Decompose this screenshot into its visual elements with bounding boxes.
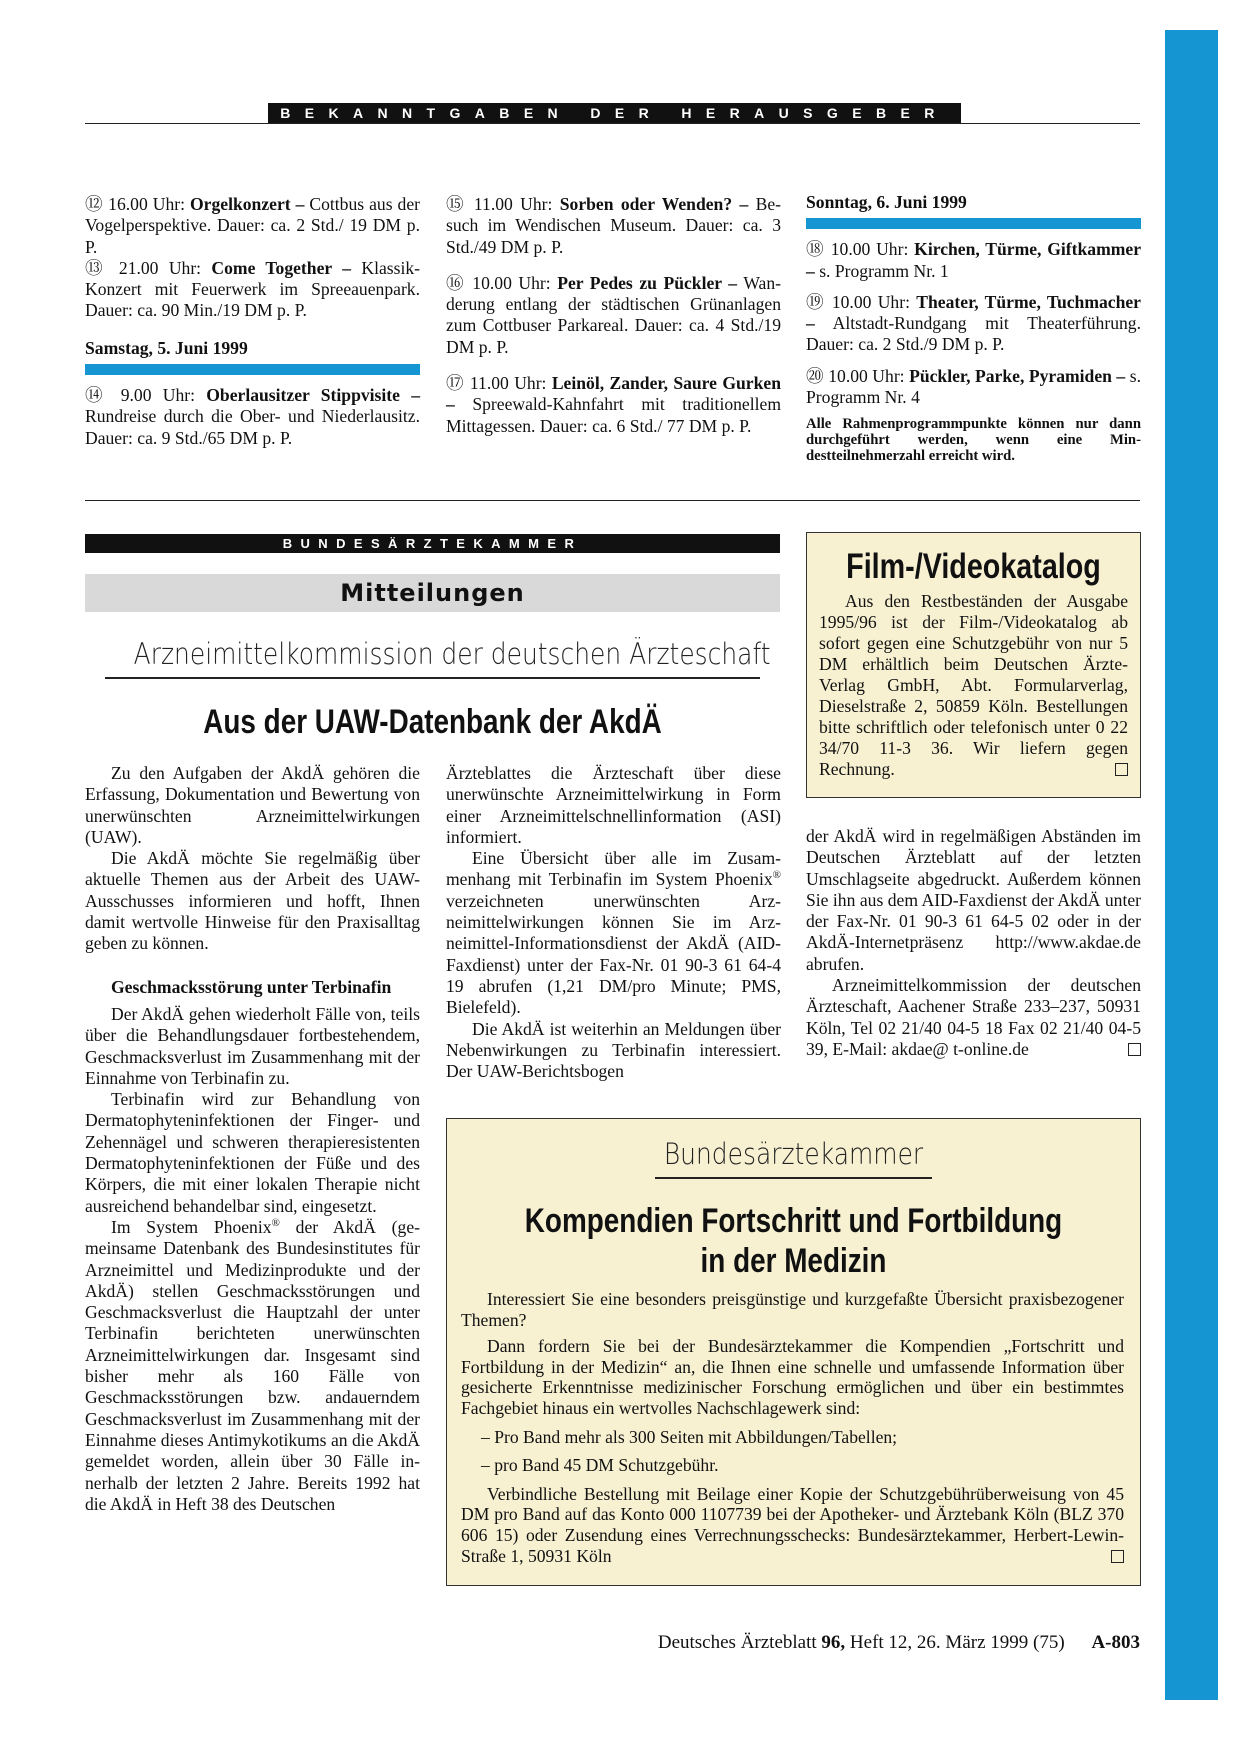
day-heading-saturday: Samstag, 5. Juni 1999: [85, 337, 248, 358]
article-paragraph: der AkdÄ wird in regelmäßigen Abständen im Deutschen Ärzteblatt auf der letzten Umschlagseite abgedruckt. Außerdem können Sie ihn aus dem AID-Faxdienst der AkdÄ unter der Fax-Nr. 01 90-3 61 64-5 02 oder in der AkdÄ-Internetpräsenz http://www.akdae.de abrufen.: [806, 826, 1141, 974]
footer-page-number: A-803: [1091, 1632, 1140, 1653]
kompendien-kicker: Bundesärztekammer: [663, 1137, 924, 1171]
program-item-18: ⑱ 10.00 Uhr: Kirchen, Türme, Giftkammer – s. Programm Nr. 1: [806, 239, 1142, 281]
article-headline: Aus der UAW-Datenbank der AkdÄ: [203, 703, 662, 741]
section-header-bar: [268, 103, 961, 123]
program-item-20: ⑳ 10.00 Uhr: Pückler, Parke, Pyramiden – s. Programm Nr. 4: [806, 365, 1141, 408]
footer-journal: Deutsches Ärzteblatt: [657, 1632, 817, 1653]
article-paragraph: Zu den Aufgaben der AkdÄ gehören die Erfassung, Dokumentation und Bewertung von unerwünschten Arzneimittelwirkungen (UAW).: [85, 763, 420, 847]
article-column-3: [806, 826, 1141, 1060]
kompendien-text: [461, 1289, 1124, 1566]
program-column-3: [806, 192, 1141, 464]
kompendien-box: [446, 1118, 1141, 1586]
section-header-label: BEKANNTGABEN DER HERAUSGEBER: [280, 105, 949, 121]
right-margin-color-bar: [1165, 30, 1218, 1700]
article-column-2: [446, 763, 781, 1082]
program-column-2: [446, 194, 781, 437]
article-paragraph: Die AkdÄ möchte Sie regelmäßig über aktuelle Themen aus der Arbeit des UAW-Ausschusses informieren und hofft, Ihnen damit wertvolle Hinweise für den Praxisalltag geben zu können.: [85, 848, 420, 954]
program-item-14: ⑭ 9.00 Uhr: Oberlausitzer Stippvisite – Rundreise durch die Ober- und Niederlausitz. Dauer: ca. 9 Std./65 DM p. P.: [85, 385, 420, 448]
end-mark-icon: [1115, 763, 1128, 776]
kompendien-paragraph: Verbindliche Bestellung mit Beilage einer Kopie der Schutzgebührüberweisung von 45 DM pro Band auf das Konto 000 1107739 bei der Apotheker- und Ärztebank Köln (BLZ 370 606 15) oder Zusendung eines Verrechnungsschecks: Bundesärztekammer, Herbert-Lewin-Straße 1, 50931 Köln: [461, 1483, 1124, 1566]
article-subheading: Geschmacksstörung unter Terbinafin: [111, 976, 392, 997]
film-videokatalog-box: [806, 532, 1141, 798]
program-item-15: ⑮ 11.00 Uhr: Sorben oder Wenden? – Besuch im Wendischen Museum. Dauer: ca. 3 Std./49 DM p. P.: [446, 194, 781, 257]
kompendien-paragraph: Dann fordern Sie bei der Bundesärztekammer die Kompendien „Fortschritt und Fortbildung in der Medizin“ an, die Ihnen eine schnelle und umfassende Information über gesicherte Erkenntnisse medizinischer Forschung ermöglichen und über ein bestimmtes Fachgebiet hinaus ein wertvolles Nachschlagewerk sind:: [461, 1336, 1124, 1418]
program-item-16: ⑯ 10.00 Uhr: Per Pedes zu Pückler – Wanderung entlang der städtischen Grünanlagen zum Cottbuser Parkareal. Dauer: ca. 4 Std./19 DM p. P.: [446, 272, 781, 357]
header-rule: [85, 123, 1140, 124]
day-heading-bar: [806, 218, 1141, 229]
end-mark-icon: [1128, 1043, 1141, 1056]
kompendien-paragraph: Interessiert Sie eine besonders preisgünstige und kurzgefaßte Übersicht praxisbezogener Themen?: [461, 1289, 1124, 1330]
film-box-text: Aus den Restbeständen der Ausgabe 1995/96 ist der Film-/Videokatalog ab sofort gegen eine Schutzgebühr von nur 5 DM erhältlich beim Deutschen Ärzte-Verlag GmbH, Abt. Formularverlag, Dieselstraße 2, 50859 Köln. Bestellungen bitte schriftlich oder telefonisch unter 0 22 34/70 11-3 36. Wir liefern gegen Rechnung.: [819, 591, 1128, 779]
article-kicker: Arzneimittelkommission der deutschen Ärzteschaft: [133, 637, 771, 671]
article-paragraph: Ärzteblattes die Ärzteschaft über diese unerwünschte Arzneimittelwirkung in Form einer Arzneimittelschnellinformation (ASI) informiert.: [446, 763, 781, 847]
article-paragraph: Die AkdÄ ist weiterhin an Meldungen über Nebenwirkungen zu Terbinafin interessiert. Der UAW-Berichtsbogen: [446, 1018, 781, 1082]
baek-section-label: BUNDESÄRZTEKAMMER: [282, 536, 583, 551]
program-item-19: ⑲ 10.00 Uhr: Theater, Türme, Tuchmacher – Altstadt-Rundgang mit Theaterführung. Dauer: ca. 2 Std./9 DM p. P.: [806, 291, 1142, 355]
program-item-13: ⑬ 21.00 Uhr: Come Together – Klassik-Konzert mit Feuerwerk im Spreeauenpark. Dauer: ca. 90 Min./19 DM p. P.: [85, 257, 420, 321]
article-paragraph: Eine Übersicht über alle im Zusammenhang mit Terbinafin im System Phoenix® verzeichneten unerwünschten Arzneimittelwirkungen können Sie im Arzneimittel-Informationsdienst der AkdÄ (AID-Faxdienst) unter der Fax-Nr. 01 90-3 61 64-4 19 abrufen (1,21 DM/pro Minute; PMS, Bielefeld).: [446, 848, 781, 1018]
footer-issue: Heft 12, 26. März 1999 (75): [849, 1632, 1065, 1653]
end-mark-icon: [1111, 1550, 1124, 1563]
mitteilungen-banner: Mitteilungen: [85, 574, 780, 612]
day-heading-bar: [85, 364, 420, 375]
article-paragraph: Im System Phoenix® der AkdÄ (gemeinsame Datenbank des Bundesinstitutes für Arzneimittel und Medizinprodukte und der AkdÄ) stellen Geschmacksstörungen und Geschmacksverlust die Hauptzahl der unter Terbinafin berichteten unerwünschten Arzneimittelwirkungen dar. Insgesamt sind bisher mehr als 160 Fälle von Geschmacksstörungen bzw. andauerndem Geschmacksverlust im Zusammenhang mit der Einnahme dieses Antimykotikums an die AkdÄ gemeldet worden, allein über 30 Fälle innerhalb der letzten 2 Jahre. Bereits 1992 hat die AkdÄ in Heft 38 des Deutschen: [85, 1216, 421, 1514]
kompendien-headline-line1: Kompendien Fortschritt und Fortbildung: [524, 1202, 1063, 1240]
article-column-1: [85, 763, 420, 1515]
program-bottom-rule: [85, 500, 1140, 501]
program-item-12: ⑫ 16.00 Uhr: Orgelkonzert – Cottbus aus der Vogelperspektive. Dauer: ca. 2 Std./ 19 DM p. P.: [85, 194, 420, 257]
article-kicker-rule: [105, 677, 760, 679]
program-column-1: [85, 194, 420, 449]
page-footer: [630, 1632, 1140, 1654]
baek-section-bar: [85, 534, 780, 553]
article-paragraph: Der AkdÄ gehen wiederholt Fälle von, teils über die Behandlungsdauer fortbestehendem, Geschmacksverlust im Zusammenhang mit der Einnahme von Terbinafin zu.: [85, 1003, 420, 1088]
program-note: Alle Rahmenprogrammpunkte können nur dann durchgeführt werden, wenn eine Mindestteilnehmerzahl erreicht wird.: [806, 416, 1141, 465]
kompendien-list-item: – pro Band 45 DM Schutzgebühr.: [481, 1455, 719, 1476]
kompendien-kicker-rule: [655, 1177, 932, 1179]
article-paragraph: Arzneimittelkommission der deutschen Ärzteschaft, Aachener Straße 233–237, 50931 Köln, Tel 02 21/40 04-5 18 Fax 02 21/40 04-5 39, E-Mail: akdae@ t-online.de: [806, 975, 1141, 1059]
program-item-17: ⑰ 11.00 Uhr: Leinöl, Zander, Saure Gurken – Spreewald-Kahnfahrt mit traditionellem Mittagessen. Dauer: ca. 6 Std./ 77 DM p. P.: [446, 373, 781, 436]
article-paragraph: Terbinafin wird zur Behandlung von Dermatophyteninfektionen der Finger- und Zehennägel und schweren therapieresistenten Dermatophyteninfektionen der Füße und des Körpers, die mit einer lokalen Therapie nicht ausreichend behandelbar sind, eingesetzt.: [85, 1089, 420, 1216]
kompendien-list-item: – Pro Band mehr als 300 Seiten mit Abbildungen/Tabellen;: [481, 1426, 898, 1447]
footer-volume: 96,: [821, 1632, 846, 1653]
day-heading-sunday: Sonntag, 6. Juni 1999: [806, 192, 967, 212]
kompendien-headline-line2: in der Medizin: [700, 1242, 887, 1280]
film-box-title: Film-/Videokatalog: [846, 547, 1101, 586]
